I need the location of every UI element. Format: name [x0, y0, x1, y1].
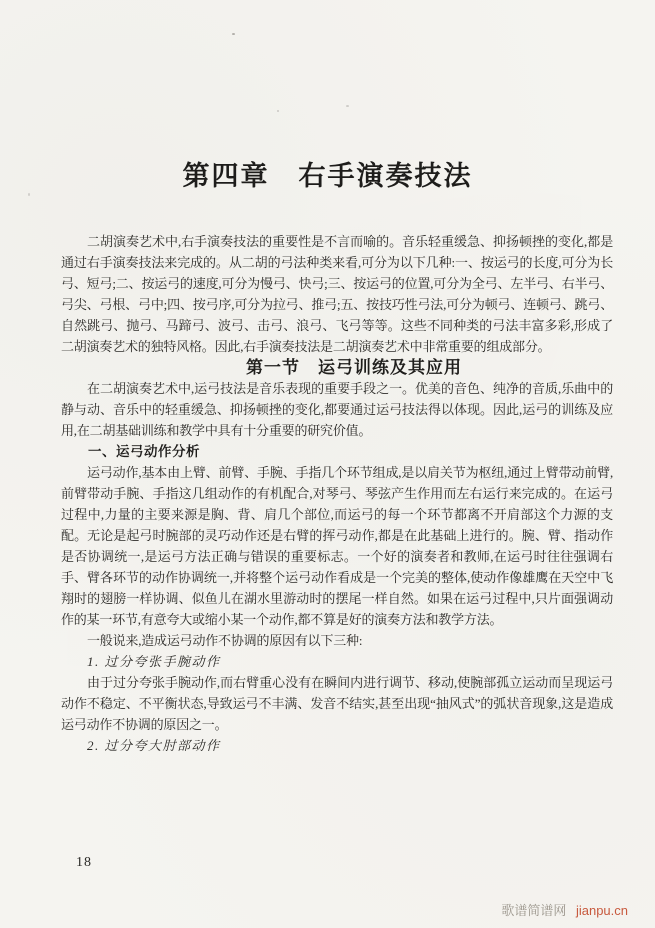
scan-speck: [277, 110, 279, 112]
watermark: [501, 900, 628, 919]
scan-speck: [346, 105, 349, 107]
cause-2-heading: 2. 过分夸大肘部动作: [87, 738, 221, 753]
chapter-title: 第四章 右手演奏技法: [182, 161, 473, 192]
watermark-site-name: 歌谱简谱网: [501, 903, 567, 918]
section-heading: 第一节 运弓训练及其应用: [246, 358, 462, 377]
causes-intro-line: 一般说来,造成运弓动作不协调的原因有以下三种:: [87, 633, 363, 648]
section-intro-paragraph: 在二胡演奏艺术中,运弓技法是音乐表现的重要手段之一。优美的音色、纯净的音质,乐曲中的静与动、音乐中的轻重缓急、抑扬顿挫的变化,都要通过运弓技法得以体现。因此,运弓的训练及应用,在二胡基础训练和教学中具有十分重要的研究价值。: [61, 381, 613, 438]
page-body-text: [61, 231, 613, 756]
bowing-analysis-paragraph: 运弓动作,基本由上臂、前臂、手腕、手指几个环节组成,是以肩关节为枢纽,通过上臂带动前臂,前臂带动手腕、手指这几组动作的有机配合,对琴弓、琴弦产生作用而左右运行来完成的。在运弓过程中,力量的主要来源是胸、背、肩几个部位,而运弓的每一个环节都离不开肩部这个力源的支配。无论是起弓时腕部的灵巧动作还是右臂的挥弓动作,都是在此基础上进行的。腕、臂、指动作是否协调统一,是运弓方法正确与错误的重要标志。一个好的演奏者和教师,在运弓时往往强调右手、臂各环节的动作协调统一,并将整个运弓动作看成是一个完美的整体,使动作像雄鹰在天空中飞翔时的翅膀一样协调、似鱼儿在湖水里游动时的摆尾一样自然。如果在运弓过程中,只片面强调动作的某一环节,有意夸大或缩小某一个动作,都不算是好的演奏方法和教学方法。: [61, 465, 613, 627]
chapter-intro-paragraph: 二胡演奏艺术中,右手演奏技法的重要性是不言而喻的。音乐轻重缓急、抑扬顿挫的变化,都是通过右手演奏技法来完成的。从二胡的弓法种类来看,可分为以下几种:一、按运弓的长度,可分为长弓、短弓;二、按运弓的速度,可分为慢弓、快弓;三、按运弓的位置,可分为全弓、左半弓、右半弓、弓尖、弓根、弓中;四、按弓序,可分为拉弓、推弓;五、按技巧性弓法,可分为顿弓、连顿弓、跳弓、自然跳弓、抛弓、马蹄弓、波弓、击弓、浪弓、飞弓等等。这些不同种类的弓法丰富多彩,形成了二胡演奏艺术的独特风格。因此,右手演奏技法是二胡演奏艺术中非常重要的组成部分。: [61, 234, 613, 354]
watermark-site-url: jianpu.cn: [575, 903, 628, 918]
page-number: 18: [76, 855, 92, 870]
cause-1-paragraph: 由于过分夸张手腕动作,而右臂重心没有在瞬间内进行调节、移动,使腕部孤立运动而呈现运弓动作不稳定、不平衡状态,导致运弓不丰满、发音不结实,甚至出现“抽风式”的弧状音现象,这是造成运弓动作不协调的原因之一。: [61, 675, 613, 732]
scan-speck: [232, 33, 235, 35]
subsection-heading: 一、运弓动作分析: [88, 444, 200, 459]
scan-speck: [28, 193, 30, 196]
cause-1-heading: 1. 过分夸张手腕动作: [87, 654, 221, 669]
